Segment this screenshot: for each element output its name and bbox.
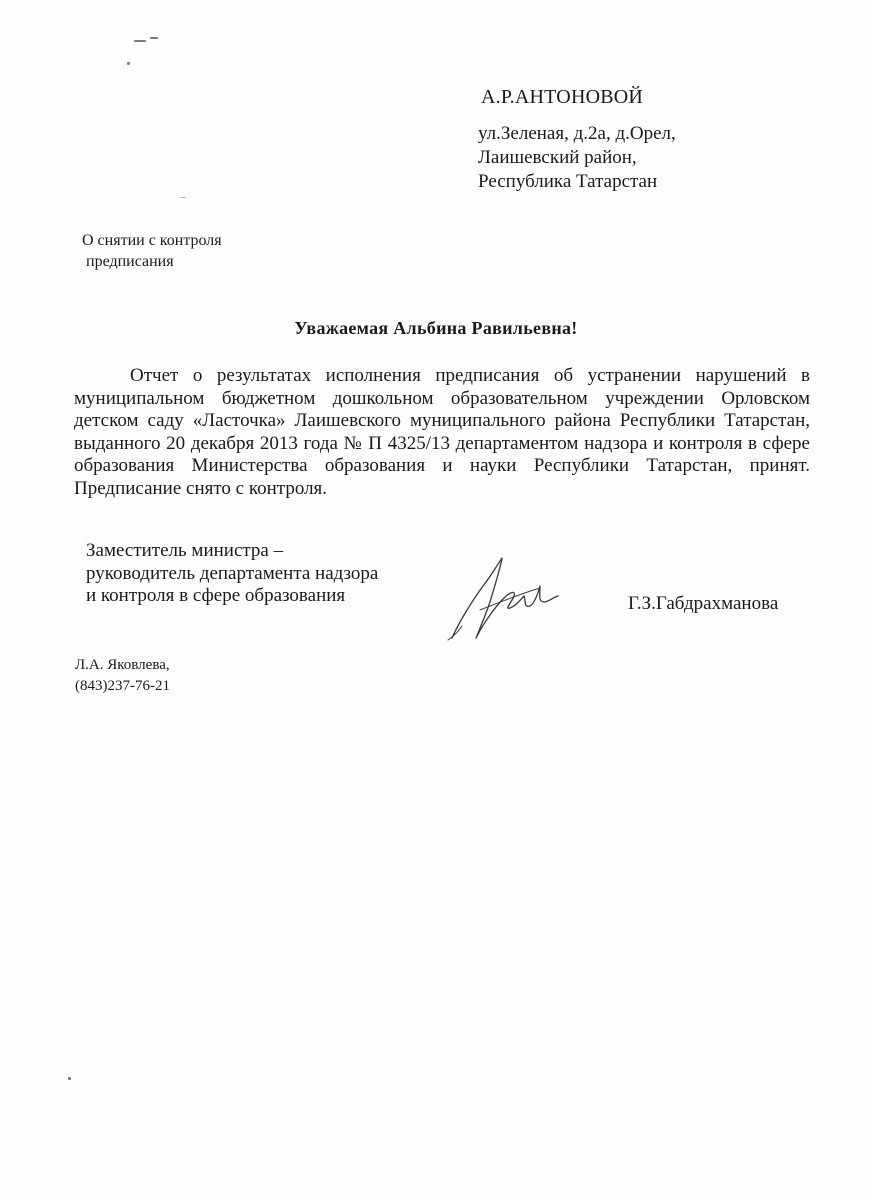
address-line: Лаишевский район, [478,147,637,168]
signer-title-line: и контроля в сфере образования [86,585,346,606]
scan-speck [180,197,186,198]
address-line: ул.Зеленая, д.2а, д.Орел, [478,123,676,144]
scan-speck [68,1077,71,1080]
executor-name: Л.А. Яковлева, [75,657,170,673]
executor-phone: (843)237-76-21 [75,678,170,694]
address-line: Республика Татарстан [478,171,658,192]
signer-title [86,540,378,608]
executor-info [75,655,170,697]
letter-subject [82,230,222,272]
scan-speck [134,40,146,42]
recipient-name: А.Р.АНТОНОВОЙ [481,86,644,108]
subject-line: О снятии с контроля [82,232,222,249]
signer-title-line: руководитель департамента надзора [86,562,379,584]
scan-speck [127,62,130,65]
signer-title-line: Заместитель министра – [86,540,284,561]
signer-name: Г.З.Габдрахманова [628,593,779,614]
letter-body: Отчет о результатах исполнения предписания об устранении нарушений в муниципальном бюджетном дошкольном образовательном учреждении Орловском детском саду «Ласточка» Лаишевского муниципального района Республики Татарстан, выданного 20 декабря 2013 года № П 4325/13 департаментом надзора и контроля в сфере образования Министерства образования и науки Республики Татарстан, принят. Предписание снято с контроля. [74,365,810,499]
handwritten-signature [440,550,570,645]
salutation: Уважаемая Альбина Равильевна! [294,318,578,338]
subject-line: предписания [86,253,174,270]
recipient-address [478,122,676,194]
scan-speck [150,37,158,39]
